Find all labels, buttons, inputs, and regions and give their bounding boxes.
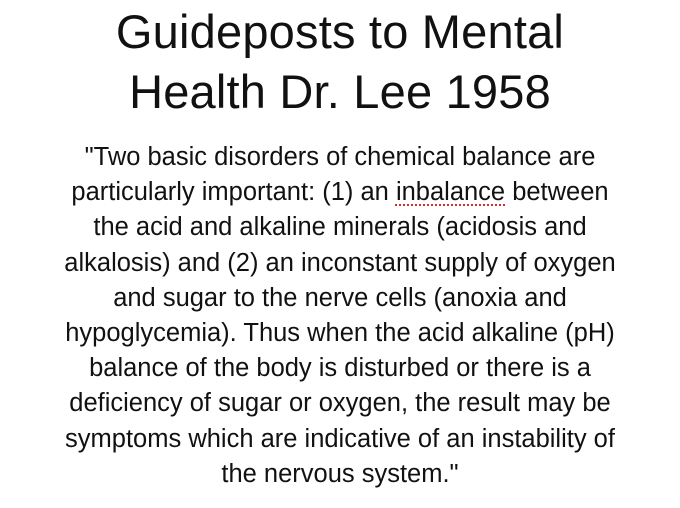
quote-text-segment: between bbox=[505, 178, 609, 207]
slide-title bbox=[0, 2, 680, 122]
quote-line: "Two basic disorders of chemical balance are bbox=[84, 143, 596, 171]
quote-line: deficiency of sugar or oxygen, the result may be bbox=[69, 389, 611, 418]
quote-line: alkalosis) and (2) an inconstant supply of oxygen bbox=[64, 248, 616, 277]
quote-line: and sugar to the nerve cells (anoxia and bbox=[113, 283, 567, 312]
title-line: Health Dr. Lee 1958 bbox=[129, 65, 551, 118]
quote-text-segment: particularly important: (1) an bbox=[71, 178, 396, 207]
quote-line: the nervous system." bbox=[221, 459, 459, 488]
title-line: Guideposts to Mental bbox=[115, 5, 565, 58]
quote-line: hypoglycemia). Thus when the acid alkaline (pH) bbox=[65, 319, 615, 348]
quote-line bbox=[0, 175, 680, 210]
quote-line: balance of the body is disturbed or there is a bbox=[89, 354, 591, 383]
quote-line: the acid and alkaline minerals (acidosis and bbox=[93, 213, 587, 242]
misspelled-word[interactable]: inbalance bbox=[395, 178, 506, 207]
quote-line: symptoms which are indicative of an instability of bbox=[65, 424, 615, 453]
quote-body bbox=[0, 140, 680, 492]
